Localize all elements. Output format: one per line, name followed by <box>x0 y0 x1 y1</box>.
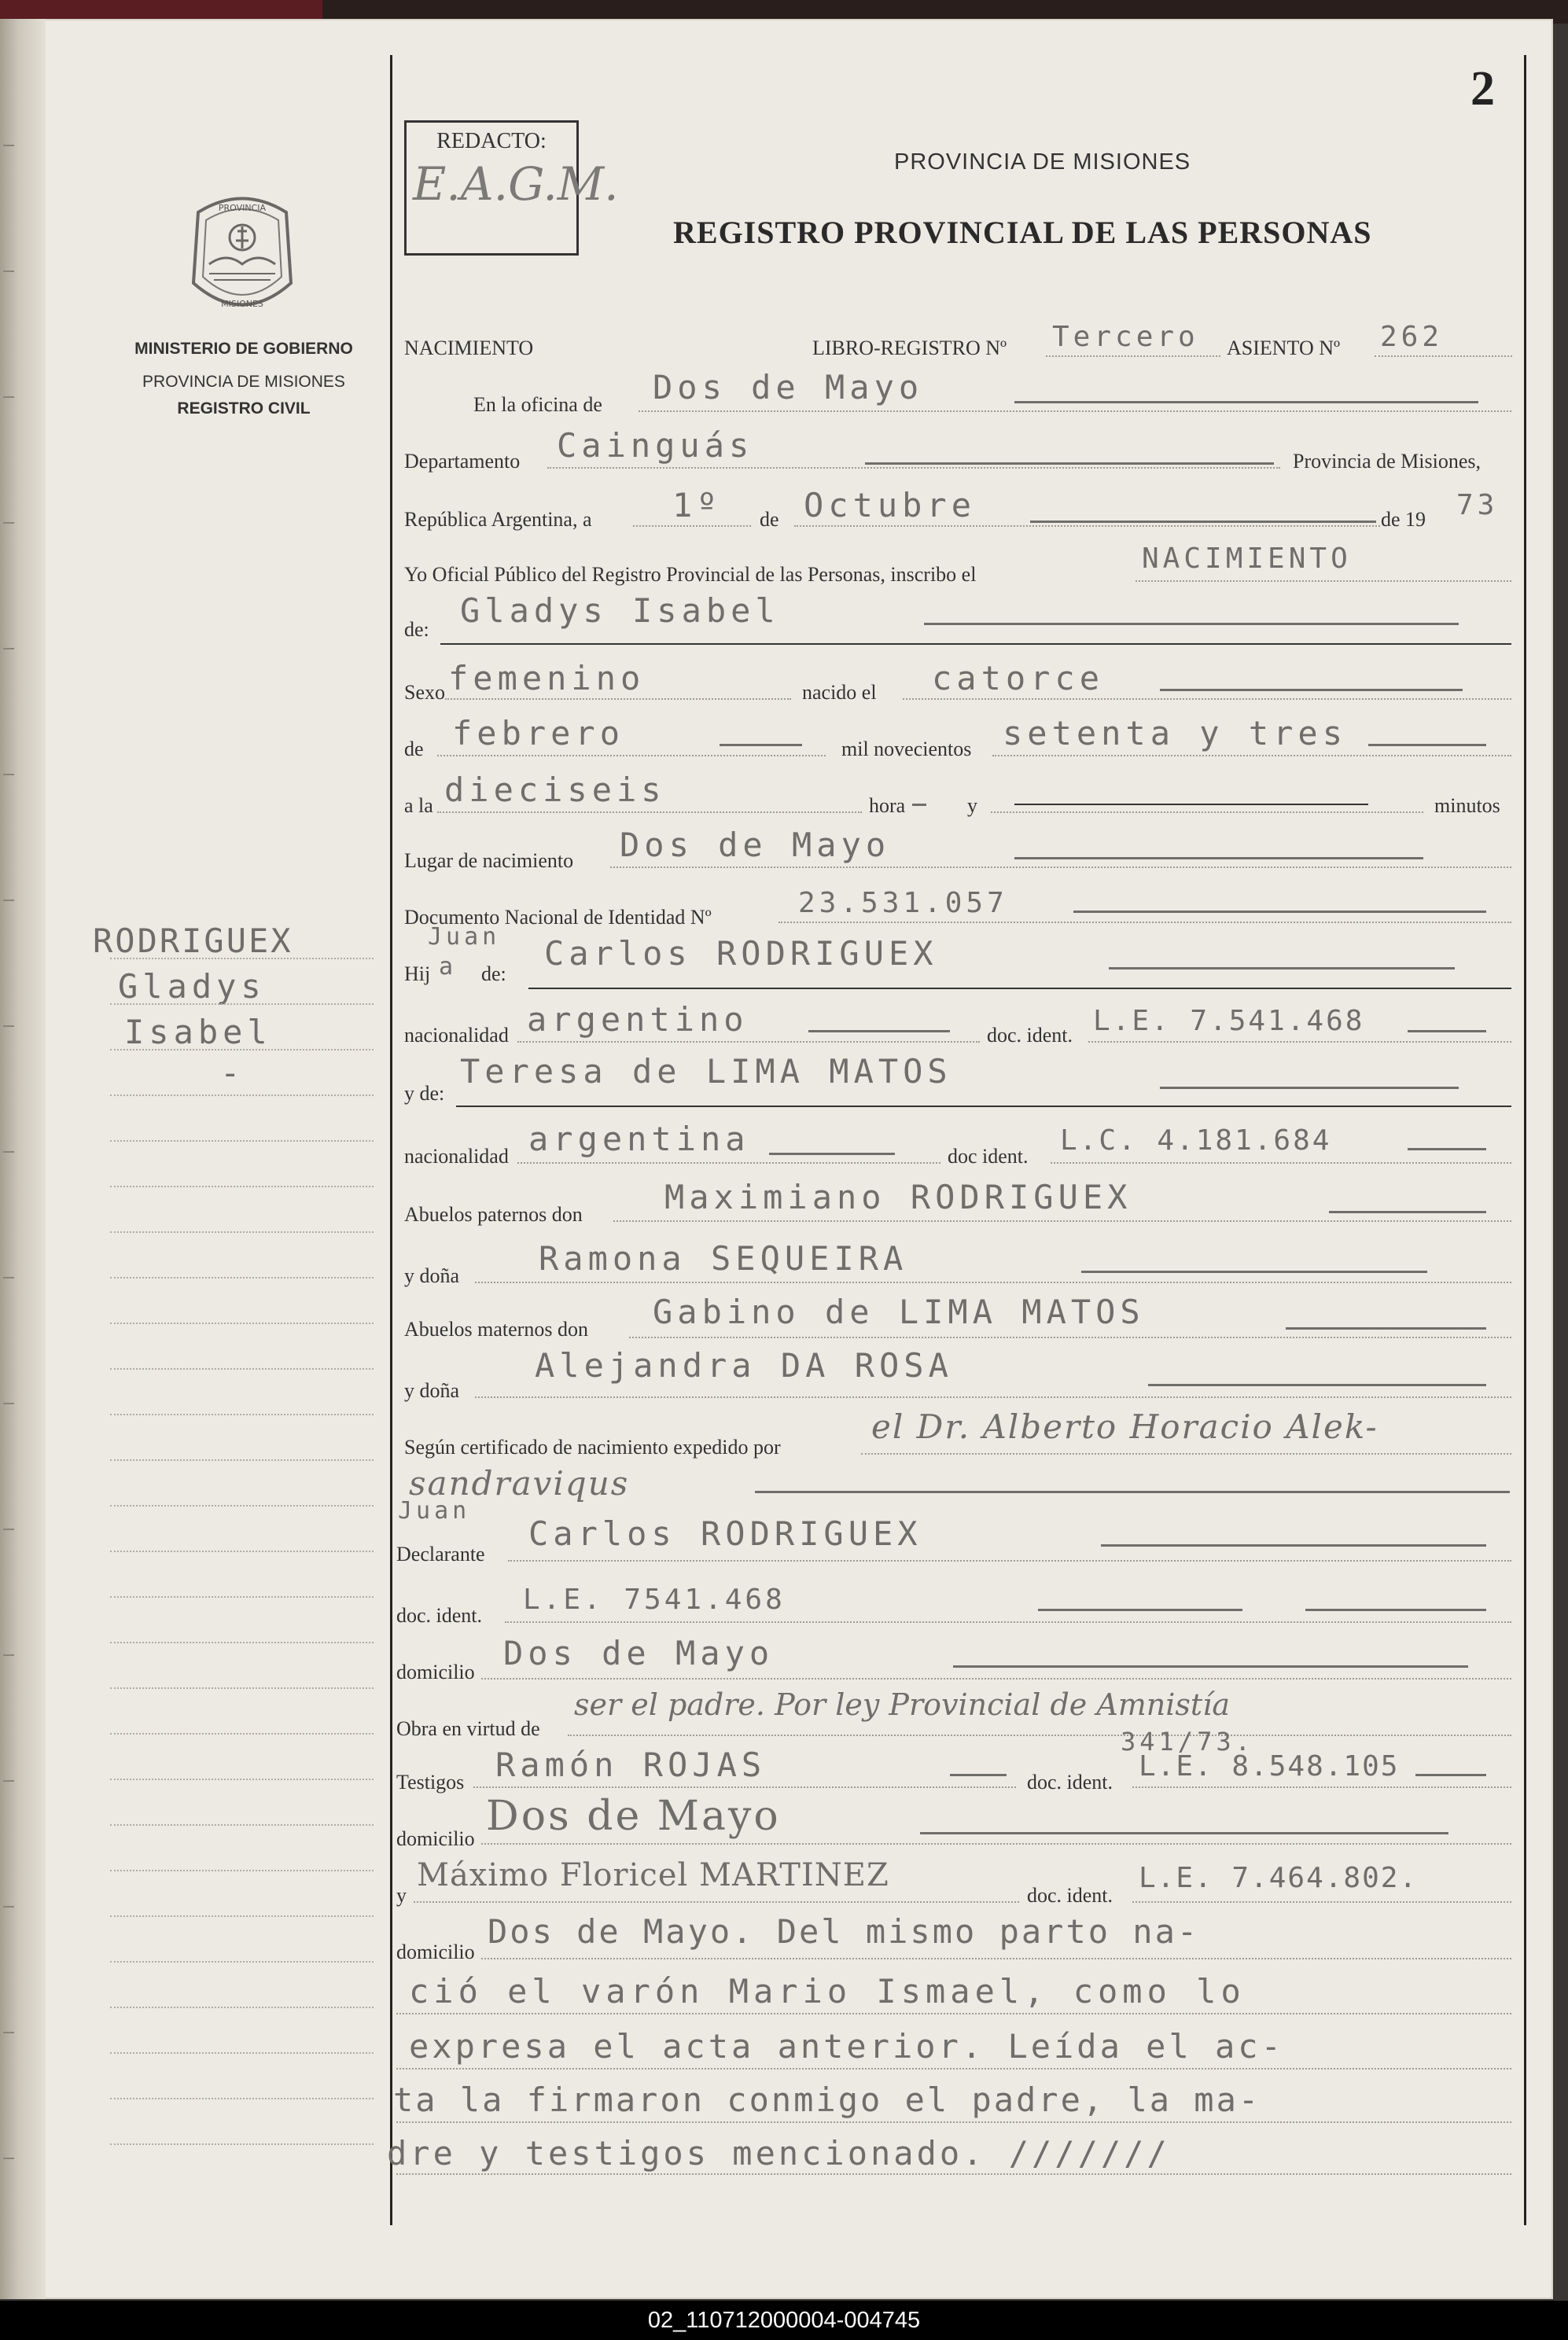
label-a-la: a la <box>404 794 433 817</box>
declarante-domicilio: Dos de Mayo <box>503 1634 775 1672</box>
observacion-linea-2: expresa el acta anterior. Leída el ac- <box>409 2027 1284 2066</box>
margin-first-name: Gladys <box>118 967 266 1006</box>
label-oficina: En la oficina de <box>473 393 602 416</box>
tipo-value: NACIMIENTO <box>1142 543 1352 575</box>
label-mil-novecientos: mil novecientos <box>841 738 972 760</box>
libro-value: Tercero <box>1052 321 1199 353</box>
header-province: PROVINCIA DE MISIONES <box>894 149 1191 175</box>
anio-nac-value: setenta y tres <box>1003 714 1348 752</box>
certificado-linea-2: sandraviqus <box>409 1464 630 1503</box>
label-libro: LIBRO-REGISTRO Nº <box>812 337 1007 359</box>
right-rule <box>1524 55 1526 2225</box>
label-obra: Obra en virtud de <box>396 1717 540 1740</box>
scan-footer-id: 02_110712000004-004745 <box>0 2301 1568 2340</box>
observacion-linea-4: dre y testigos mencionado. /////// <box>387 2134 1170 2173</box>
testigo2-domicilio: Dos de Mayo. Del mismo parto na- <box>488 1912 1200 1951</box>
mes-value: Octubre <box>804 486 977 524</box>
redacto-signature: E.A.G.M. <box>413 157 619 211</box>
declarante-prefix: Juan <box>398 1497 471 1525</box>
ley-value: 341/73. <box>1121 1727 1254 1757</box>
label-abuelos-paternos: Abuelos paternos don <box>404 1203 583 1226</box>
label-de-nombre: de: <box>404 618 429 641</box>
declarante-value: Carlos RODRIGUEX <box>528 1514 922 1553</box>
svg-text:PROVINCIA: PROVINCIA <box>218 203 267 213</box>
testigo2-value: Máximo Floricel MARTINEZ <box>417 1857 889 1893</box>
left-rule <box>390 55 392 2225</box>
label-y-dona-materna: y doña <box>404 1379 460 1402</box>
hora-value: dieciseis <box>444 771 666 809</box>
asiento-value: 262 <box>1380 321 1444 353</box>
abuelo-paterno: Maximiano RODRIGUEX <box>664 1178 1132 1216</box>
ministry-title: MINISTERIO DE GOBIERNO <box>134 340 353 358</box>
abuela-paterna: Ramona SEQUEIRA <box>539 1239 908 1278</box>
observacion-linea-3: ta la firmaron conmigo el padre, la ma- <box>393 2081 1261 2119</box>
label-testigos: Testigos <box>396 1771 465 1794</box>
abuelo-materno: Gabino de LIMA MATOS <box>653 1293 1145 1331</box>
label-lugar: Lugar de nacimiento <box>404 849 574 872</box>
dni-value: 23.531.057 <box>798 887 1008 919</box>
label-y-dona-paterna: y doña <box>404 1264 460 1287</box>
lugar-value: Dos de Mayo <box>620 826 891 864</box>
departamento-value: Cainguás <box>557 426 754 465</box>
oficina-value: Dos de Mayo <box>653 368 924 407</box>
label-de19: de 19 <box>1381 508 1426 531</box>
label-sexo: Sexo <box>404 681 445 704</box>
padre-nacionalidad: argentino <box>527 1000 749 1039</box>
margin-second-name: Isabel <box>124 1013 272 1051</box>
padre-doc: L.E. 7.541.468 <box>1093 1005 1365 1037</box>
header-registry: REGISTRO PROVINCIAL DE LAS PERSONAS <box>673 215 1372 250</box>
madre-doc: L.C. 4.181.684 <box>1060 1124 1332 1157</box>
redacto-box <box>404 120 619 256</box>
label-y-testigo2: y <box>396 1884 407 1907</box>
provincial-seal-icon <box>182 189 302 322</box>
label-provincia-misiones: Provincia de Misiones, <box>1293 450 1482 473</box>
label-oficial: Yo Oficial Público del Registro Provincial de las Personas, inscribo el <box>404 563 977 586</box>
mes-nac-value: febrero <box>452 714 625 752</box>
svg-text:MISIONES: MISIONES <box>221 299 263 309</box>
label-y-minutos: y <box>967 794 977 817</box>
label-domicilio-declarante: domicilio <box>396 1661 475 1683</box>
declarante-doc: L.E. 7541.468 <box>523 1584 786 1616</box>
label-doc-declarante: doc. ident. <box>396 1604 483 1627</box>
label-de-mes: de <box>404 738 424 760</box>
label-hij-de: de: <box>481 962 506 985</box>
margin-dash: - <box>220 1054 241 1092</box>
label-doc-padre: doc. ident. <box>987 1024 1073 1047</box>
page-number: 2 <box>1470 62 1495 116</box>
label-hij: Hij <box>404 962 431 985</box>
label-asiento: ASIENTO Nº <box>1227 337 1341 359</box>
label-domicilio-testigo1: domicilio <box>396 1827 475 1850</box>
observacion-linea-1: ció el varón Mario Ismael, como lo <box>409 1972 1246 2011</box>
padre-value: Carlos RODRIGUEX <box>544 934 938 973</box>
label-segun-certificado: Según certificado de nacimiento expedido por <box>404 1436 781 1459</box>
testigo1-domicilio: Dos de Mayo <box>486 1793 781 1840</box>
label-nacido: nacido el <box>802 681 877 704</box>
label-republica: República Argentina, a <box>404 508 592 531</box>
label-nacionalidad-padre: nacionalidad <box>404 1024 509 1047</box>
label-nacionalidad-madre: nacionalidad <box>404 1145 509 1168</box>
hij-suffix: a <box>439 953 458 981</box>
madre-nacionalidad: argentina <box>528 1120 750 1158</box>
abuela-materna: Alejandra DA ROSA <box>535 1346 953 1385</box>
testigo1-value: Ramón ROJAS <box>495 1746 767 1784</box>
label-doc-testigo1: doc. ident. <box>1027 1771 1113 1794</box>
obra-value: ser el padre. Por ley Provincial de Amnistía <box>574 1687 1231 1722</box>
label-abuelos-maternos: Abuelos maternos don <box>404 1318 588 1341</box>
label-doc-madre: doc ident. <box>948 1145 1029 1168</box>
book-binding <box>0 19 46 2299</box>
label-minutos: minutos <box>1434 794 1500 817</box>
anio-value: 73 <box>1456 489 1499 521</box>
padre-prefix: Juan <box>428 923 501 951</box>
label-doc-testigo2: doc. ident. <box>1027 1884 1113 1907</box>
nombre-value: Gladys Isabel <box>460 591 780 630</box>
madre-value: Teresa de LIMA MATOS <box>460 1052 952 1091</box>
margin-surname: RODRIGUEX <box>93 922 293 960</box>
label-departamento: Departamento <box>404 450 521 473</box>
label-dni: Documento Nacional de Identidad Nº <box>404 906 712 929</box>
redacto-label: REDACTO: <box>436 129 547 153</box>
testigo2-doc: L.E. 7.464.802. <box>1139 1862 1419 1894</box>
dia-value: 1º <box>672 486 722 524</box>
label-domicilio-testigo2: domicilio <box>396 1941 475 1963</box>
certificado-linea-1: el Dr. Alberto Horacio Alek- <box>871 1407 1378 1446</box>
testigo1-doc: L.E. 8.548.105 <box>1139 1750 1400 1783</box>
register-page <box>0 19 1553 2299</box>
dia-nac-value: catorce <box>932 659 1105 697</box>
label-declarante: Declarante <box>396 1543 485 1566</box>
label-nacimiento: NACIMIENTO <box>404 337 534 359</box>
side-civil-registry: REGISTRO CIVIL <box>177 399 311 418</box>
label-hora: hora <box>869 794 906 817</box>
label-y-de: y de: <box>404 1082 445 1105</box>
sexo-value: femenino <box>448 659 646 697</box>
label-de: de <box>760 508 779 531</box>
side-province: PROVINCIA DE MISIONES <box>142 373 345 391</box>
